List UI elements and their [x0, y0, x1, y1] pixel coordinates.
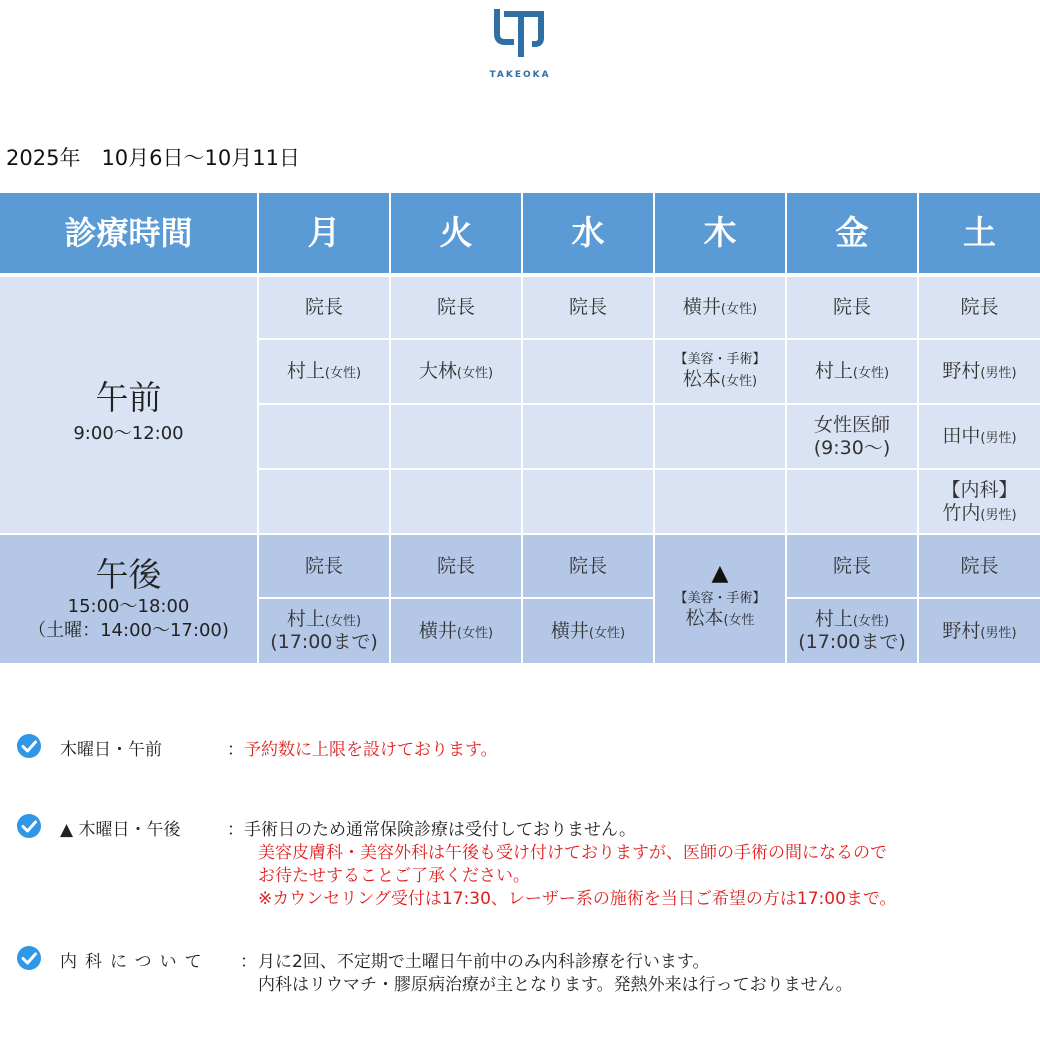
doctor-name: 横井 — [550, 619, 589, 642]
am-r3-thu — [655, 405, 787, 470]
am-r2-thu — [655, 340, 787, 405]
am-r3-tue — [391, 405, 523, 470]
doctor-name: 横井 — [682, 296, 721, 319]
doctor-hours: (17:00まで) — [270, 631, 378, 653]
doctor-name: 大林 — [418, 360, 457, 383]
header-wed: 水 — [523, 193, 655, 273]
doctor-name: 野村 — [942, 619, 981, 642]
am-r3-fri — [787, 405, 919, 470]
note-separator: ： — [227, 820, 244, 840]
pm-r1-tue — [391, 535, 523, 599]
am-r4-mon — [259, 470, 391, 535]
doctor-name: 横井 — [418, 619, 457, 642]
am-r4-fri — [787, 470, 919, 535]
doctor-gender: (男性) — [980, 625, 1017, 641]
note-thu-am-label: 木曜日・午前 — [60, 740, 162, 760]
check-circle-icon — [16, 733, 42, 759]
header-sat: 土 — [919, 193, 1040, 273]
doctor-name: 院長 — [436, 296, 475, 319]
am-r1-tue — [391, 277, 523, 340]
doctor-gender: (男性) — [980, 366, 1017, 382]
pm-r1-mon — [259, 535, 391, 599]
am-r1-fri — [787, 277, 919, 340]
doctor-name: 院長 — [960, 296, 999, 319]
pm-r1-fri — [787, 535, 919, 599]
doctor-name: 竹内 — [942, 501, 981, 524]
specialty-tag: 【内科】 — [941, 478, 1018, 501]
afternoon-title: 午後 — [95, 554, 162, 594]
am-r2-mon — [259, 340, 391, 405]
takeoka-logo-icon — [491, 8, 549, 58]
doctor-name: 村上 — [814, 608, 853, 631]
header-hours: 診療時間 — [0, 193, 259, 273]
am-r3-sat — [919, 405, 1040, 470]
pm-r2-wed — [523, 599, 655, 663]
doctor-gender: (女性) — [456, 366, 494, 382]
doctor-name: 院長 — [832, 296, 871, 319]
pm-r1-sat — [919, 535, 1040, 599]
note-separator: ： — [227, 740, 244, 760]
clinic-logo — [480, 8, 560, 88]
doctor-name: 院長 — [832, 554, 871, 577]
doctor-name: 村上 — [286, 608, 325, 631]
doctor-gender: (女性) — [852, 366, 890, 382]
am-r1-thu — [655, 277, 787, 340]
schedule-table — [0, 193, 1040, 663]
pm-r2-fri — [787, 599, 919, 663]
note-internal-text-2: 内科はリウマチ・膠原病治療が主となります。発熱外来は行っておりません。 — [258, 975, 853, 995]
note-internal-label: 内科について — [60, 952, 210, 972]
doctor-name: 女性医師 — [813, 413, 890, 436]
am-r1-mon — [259, 277, 391, 340]
doctor-gender: (男性) — [980, 507, 1017, 523]
doctor-name: 田中 — [942, 425, 981, 448]
note-thu-pm-text: 手術日のため通常保険診療は受付しておりません。 — [244, 820, 637, 840]
note-thu-am-text: 予約数に上限を設けております。 — [244, 740, 498, 760]
header-thu: 木 — [655, 193, 787, 273]
afternoon-time: 15:00～18:00 — [67, 595, 190, 617]
am-r4-tue — [391, 470, 523, 535]
am-r4-sat — [919, 470, 1040, 535]
doctor-name: 院長 — [568, 554, 607, 577]
doctor-gender: (女性) — [852, 614, 890, 630]
am-r2-wed — [523, 340, 655, 405]
check-circle-icon — [16, 945, 42, 971]
doctor-gender: (女性) — [588, 625, 626, 641]
doctor-name: 村上 — [286, 360, 325, 383]
header-mon: 月 — [259, 193, 391, 273]
pm-r2-mon — [259, 599, 391, 663]
afternoon-label — [0, 535, 259, 663]
am-r1-wed — [523, 277, 655, 340]
note-thu-pm-red-3: ※カウンセリング受付は17:30、レーザー系の施術を当日ご希望の方は17:00まで。 — [258, 889, 897, 909]
pm-r2-tue — [391, 599, 523, 663]
doctor-name: 院長 — [436, 554, 475, 577]
morning-label — [0, 277, 259, 535]
note-thu-pm-red-2: お待たせすることご了承ください。 — [258, 866, 530, 886]
doctor-gender: (女性) — [720, 302, 758, 318]
date-range: 2025年 10月6日～10月11日 — [6, 146, 300, 170]
am-r4-thu — [655, 470, 787, 535]
note-thu-pm-label: ▲ 木曜日・午後 — [60, 820, 181, 840]
doctor-gender: (男性) — [980, 431, 1017, 447]
pm-r2-sat — [919, 599, 1040, 663]
doctor-gender: (女性) — [456, 625, 494, 641]
am-r3-wed — [523, 405, 655, 470]
doctor-gender: (女性) — [324, 366, 362, 382]
doctor-gender: (女性) — [720, 373, 758, 389]
surgery-mark-icon: ▲ — [711, 561, 729, 586]
afternoon-time-sat: （土曜：14:00～17:00) — [28, 619, 229, 641]
am-r2-fri — [787, 340, 919, 405]
pm-thu-surgery — [655, 535, 787, 663]
header-tue: 火 — [391, 193, 523, 273]
am-r1-sat — [919, 277, 1040, 340]
logo-text: TAKEOKA — [489, 70, 551, 80]
note-internal-text-1: 月に2回、不定期で土曜日午前中のみ内科診療を行います。 — [258, 952, 710, 972]
am-r2-sat — [919, 340, 1040, 405]
doctor-gender: (女性 — [723, 612, 755, 628]
doctor-name: 村上 — [814, 360, 853, 383]
note-separator: ： — [240, 952, 257, 972]
header-fri: 金 — [787, 193, 919, 273]
pm-r1-wed — [523, 535, 655, 599]
doctor-name: 院長 — [304, 554, 343, 577]
doctor-name: 院長 — [568, 296, 607, 319]
morning-title: 午前 — [95, 378, 162, 418]
check-circle-icon — [16, 813, 42, 839]
doctor-name: 松本 — [685, 606, 724, 629]
doctor-name: 院長 — [304, 296, 343, 319]
doctor-name: 野村 — [942, 360, 981, 383]
doctor-hours: (17:00まで) — [798, 631, 906, 653]
doctor-name: 松本 — [682, 367, 721, 390]
note-thu-pm-red-1: 美容皮膚科・美容外科は午後も受け付けておりますが、医師の手術の間になるので — [258, 843, 887, 863]
specialty-tag: 【美容・手術】 — [674, 352, 766, 368]
specialty-tag: 【美容・手術】 — [674, 591, 766, 606]
doctor-hours: (9:30～) — [813, 436, 891, 459]
doctor-gender: (女性) — [324, 614, 362, 630]
am-r4-wed — [523, 470, 655, 535]
am-r3-mon — [259, 405, 391, 470]
doctor-name: 院長 — [960, 554, 999, 577]
morning-time: 9:00～12:00 — [73, 422, 184, 444]
am-r2-tue — [391, 340, 523, 405]
